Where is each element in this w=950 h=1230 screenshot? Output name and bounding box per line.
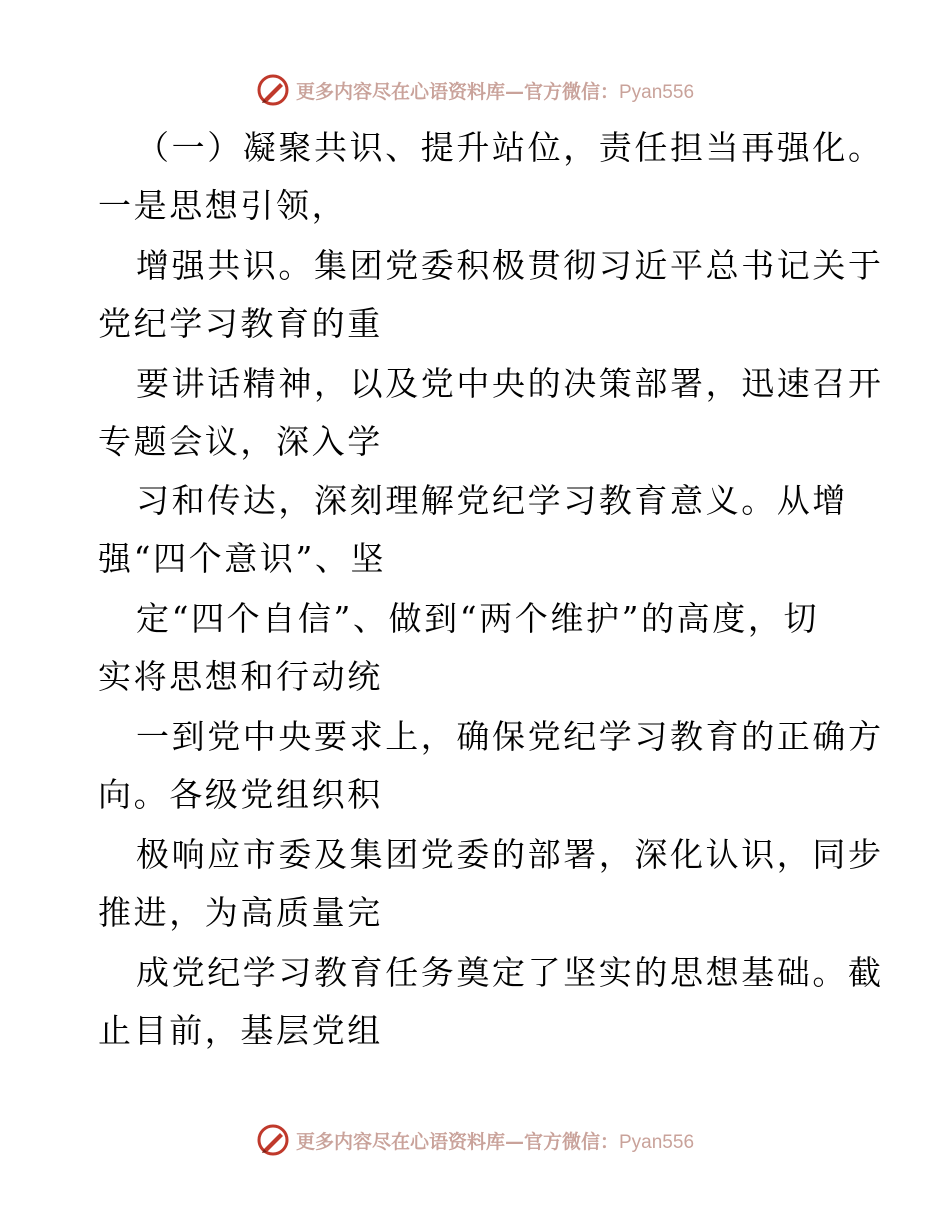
- text-line: 一是思想引领，: [98, 186, 348, 225]
- text-line: 强“四个意识”、坚: [98, 539, 387, 578]
- watermark-text: 更多内容尽在心语资料库—官方微信：Pyan556: [295, 1130, 695, 1153]
- pen-logo-icon: [256, 73, 290, 107]
- text-line: 一到党中央要求上，确保党纪学习教育的正确方: [136, 717, 884, 756]
- watermark-header: [0, 68, 950, 112]
- text-line: 增强共识。集团党委积极贯彻习近平总书记关于: [136, 246, 884, 285]
- text-line: 推进，为高质量完: [98, 893, 383, 932]
- watermark-text: 更多内容尽在心语资料库—官方微信：Pyan556: [295, 80, 695, 103]
- text-line: 向。各级党组织积: [98, 775, 383, 814]
- text-line: 专题会议，深入学: [98, 422, 383, 461]
- watermark-footer: [0, 1118, 950, 1162]
- text-line: 极响应市委及集团党委的部署，深化认识，同步: [136, 835, 884, 874]
- text-line: 止目前，基层党组: [98, 1011, 383, 1050]
- text-line: 要讲话精神，以及党中央的决策部署，迅速召开: [136, 364, 884, 403]
- text-line: 成党纪学习教育任务奠定了坚实的思想基础。截: [136, 953, 884, 992]
- pen-logo-icon: [256, 1123, 290, 1157]
- text-line: 党纪学习教育的重: [98, 304, 383, 343]
- text-line: 定“四个自信”、做到“两个维护”的高度，切: [136, 599, 820, 638]
- text-line: （一）凝聚共识、提升站位，责任担当再强化。: [136, 128, 884, 167]
- text-line: 习和传达，深刻理解党纪学习教育意义。从增: [136, 481, 848, 520]
- text-line: 实将思想和行动统: [98, 657, 383, 696]
